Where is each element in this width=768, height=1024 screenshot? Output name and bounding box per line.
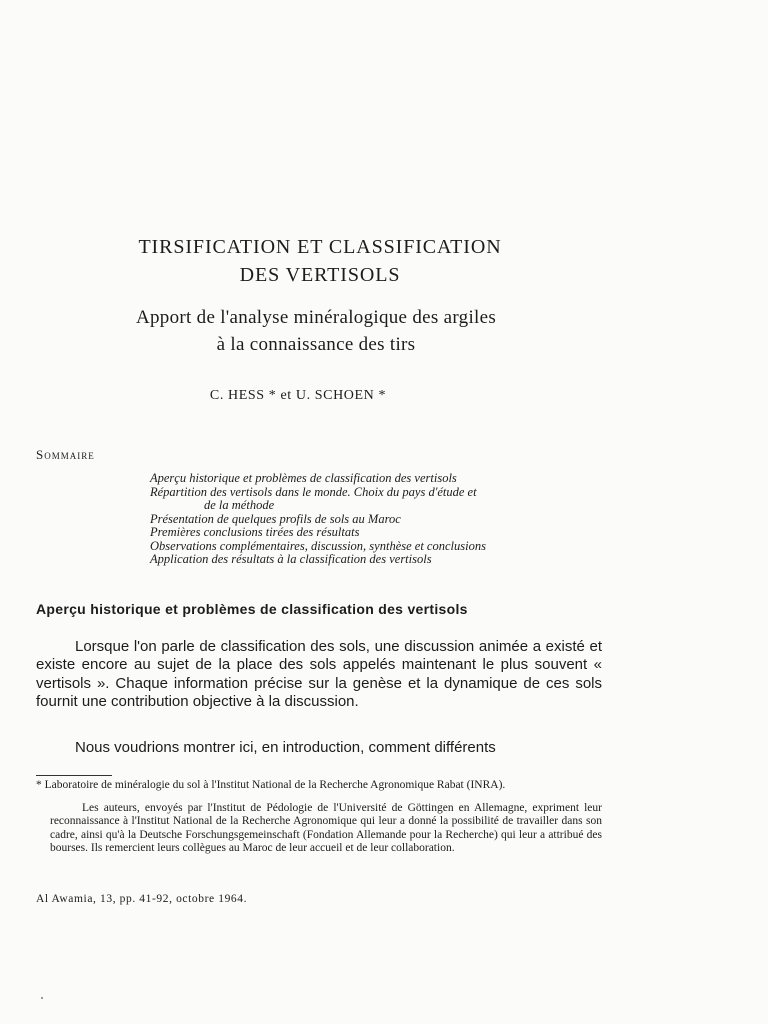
footnote-divider [36, 775, 112, 776]
authors: C. HESS * et U. SCHOEN * [209, 388, 387, 403]
journal-citation: Al Awamia, 13, pp. 41-92, octobre 1964. [36, 893, 248, 905]
scan-speck [41, 997, 43, 999]
subtitle-line-2: à la connaissance des tirs [216, 334, 416, 355]
body-paragraph: Nous voudrions montrer ici, en introduction, comment différents [75, 739, 496, 756]
footnotes [36, 779, 602, 855]
title-line-2: DES VERTISOLS [239, 264, 401, 286]
toc-item: Présentation de quelques profils de sols au Maroc [150, 511, 401, 526]
toc-item: Application des résultats à la classification des vertisols [150, 552, 432, 566]
footnote-affiliation: * Laboratoire de minéralogie du sol à l'Institut National de la Recherche Agronomique Rabat (INRA). [36, 779, 506, 791]
sommaire-heading: Sommaire [36, 447, 95, 462]
section-heading: Aperçu historique et problèmes de classification des vertisols [36, 601, 468, 617]
title-line-1: TIRSIFICATION ET CLASSIFICATION [138, 236, 502, 258]
toc-item: de la méthode [204, 498, 275, 512]
table-of-contents [150, 472, 610, 567]
subtitle-line-1: Apport de l'analyse minéralogique des argiles [135, 307, 497, 328]
body-paragraph: Lorsque l'on parle de classification des sols, une discussion animée a existé et existe encore au sujet de la place des sols appelés maintenant le plus souvent « vertisols ». Chaque information précise sur la genèse et la dynamique de ces sols fournit une contribution objective à la discussion. [36, 638, 602, 711]
footnote-acknowledgement: Les auteurs, envoyés par l'Institut de Pédologie de l'Université de Göttingen en Allemagne, expriment leur reconnaissance à l'Institut National de la Recherche Agronomique qui leur a donné la possibilité de travailler dans son cadre, ainsi qu'à la Deutsche Forschungsgemeinschaft (Fondation Allemande pour la Recherche) qui leur a attribué des bourses. Ils remercient leurs collègues au Maroc de leur accueil et de leur collaboration. [50, 802, 602, 854]
toc-item: Premières conclusions tirées des résultats [150, 525, 360, 539]
toc-item: Répartition des vertisols dans le monde. Choix du pays d'étude et [150, 484, 477, 499]
toc-item: Aperçu historique et problèmes de classification des vertisols [150, 471, 457, 485]
toc-item: Observations complémentaires, discussion, synthèse et conclusions [150, 538, 486, 553]
